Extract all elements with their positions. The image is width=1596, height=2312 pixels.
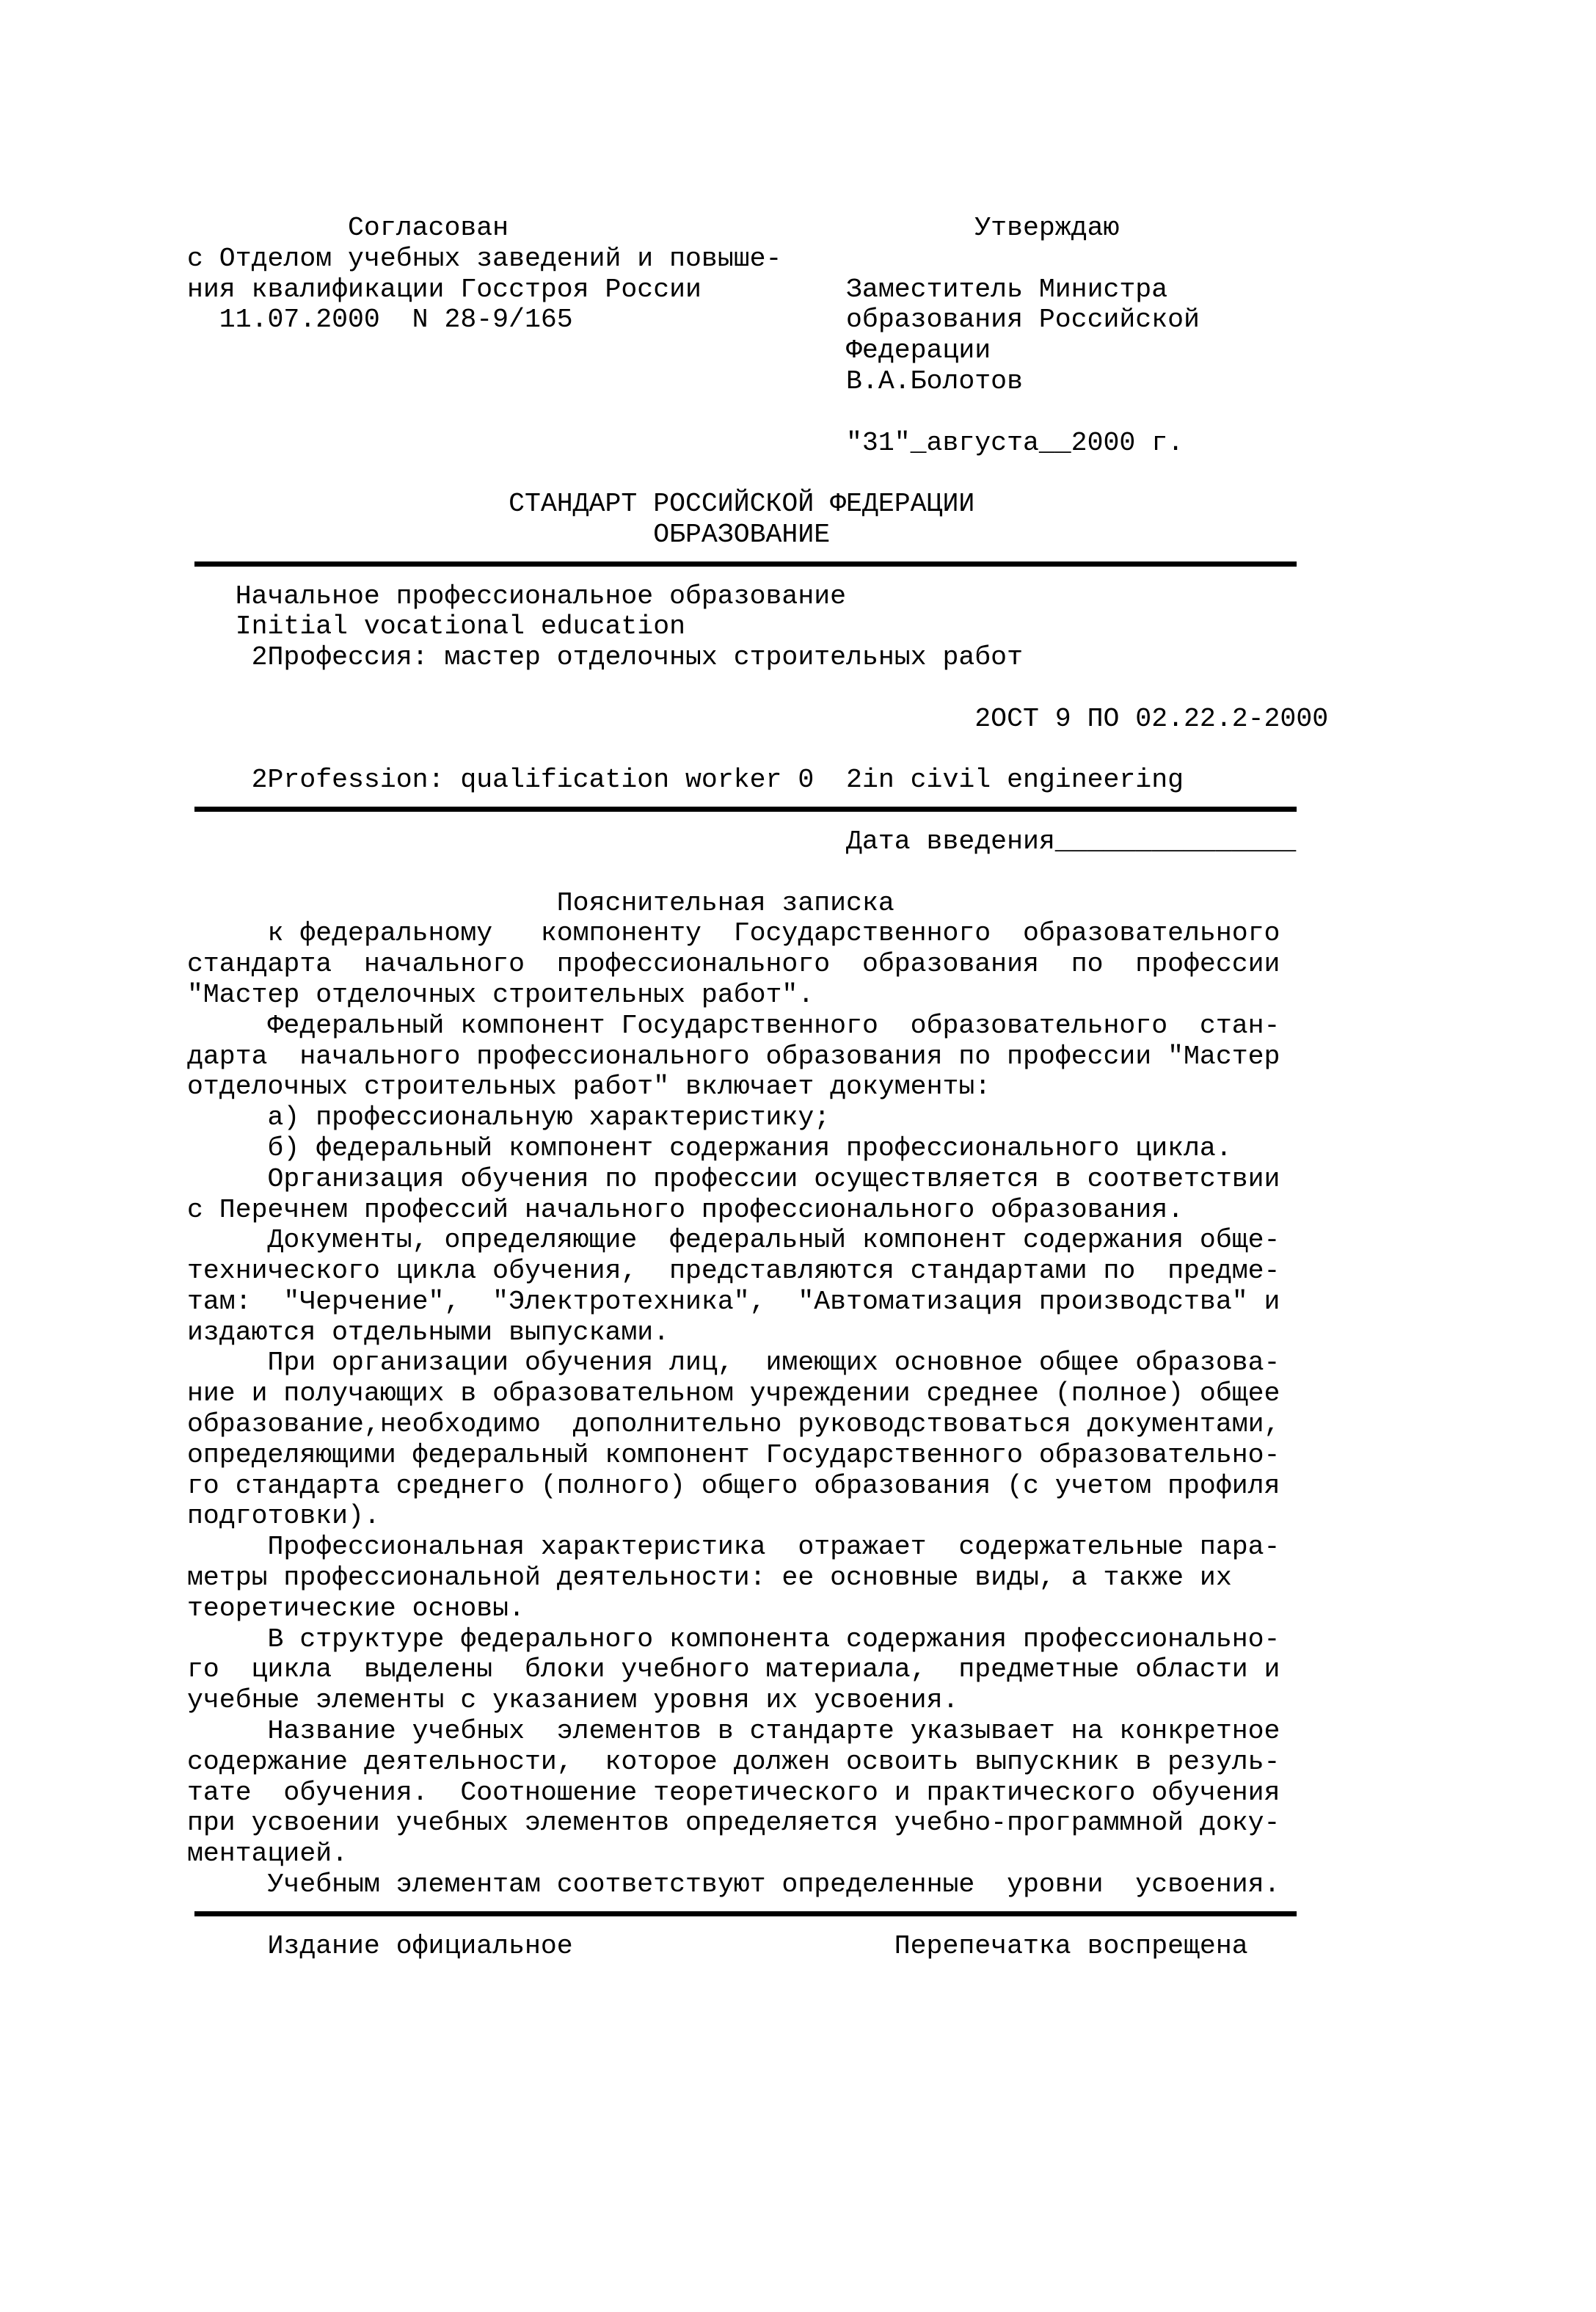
text-segment: Федеральный компонент Государственного образовательного стан- xyxy=(187,1010,1280,1041)
text-segment: В структуре федерального компонента содержания профессионально- xyxy=(187,1624,1280,1654)
doc-line xyxy=(187,1133,1332,1164)
blank-line xyxy=(187,673,1332,704)
doc-line xyxy=(187,1501,1332,1532)
blank-line xyxy=(187,458,1332,489)
text-segment: учебные элементы с указанием уровня их усвоения. xyxy=(187,1685,959,1716)
doc-line xyxy=(187,1563,1332,1593)
doc-line xyxy=(187,1839,1332,1869)
doc-line xyxy=(187,305,1332,335)
horizontal-rule xyxy=(187,796,1332,826)
text-segment: Утверждаю xyxy=(974,213,1120,243)
doc-line xyxy=(187,1747,1332,1778)
doc-line xyxy=(187,275,1332,305)
text-segment: а) профессиональную характеристику; xyxy=(187,1102,831,1133)
text-segment: с Отделом учебных заведений и повыше- xyxy=(187,243,782,274)
text-segment: образование,необходимо дополнительно руководствоваться документами, xyxy=(187,1409,1280,1440)
doc-line xyxy=(187,1440,1332,1471)
text-segment: 2Profession: qualification worker 0 2in civil engineering xyxy=(251,765,1184,796)
text-segment: Дата введения_______________ xyxy=(846,826,1297,857)
text-segment: ОБРАЗОВАНИЕ xyxy=(653,519,831,550)
doc-line xyxy=(187,980,1332,1011)
doc-line xyxy=(187,489,1332,520)
doc-line xyxy=(187,1869,1332,1900)
text-segment: го стандарта среднего (полного) общего образования (с учетом профиля xyxy=(187,1470,1280,1501)
doc-line xyxy=(187,826,1332,857)
text-segment: содержание деятельности, которое должен освоить выпускник в резуль- xyxy=(187,1746,1280,1777)
text-segment: Название учебных элементов в стандарте указывает на конкретное xyxy=(187,1716,1280,1747)
rule-bar xyxy=(194,561,1297,567)
doc-line xyxy=(187,1287,1332,1317)
text-segment: При организации обучения лиц, имеющих основное общее образова- xyxy=(187,1348,1280,1378)
text-segment: Документы, определяющие федеральный компонент содержания обще- xyxy=(187,1225,1280,1256)
text-segment: с Перечнем профессий начального профессионального образования. xyxy=(187,1194,1184,1225)
text-segment: образования Российской xyxy=(846,305,1200,335)
doc-line xyxy=(187,918,1332,949)
text-segment: го цикла выделены блоки учебного материала, предметные области и xyxy=(187,1654,1280,1685)
doc-line xyxy=(187,1931,1332,1962)
text-segment: ния квалификации Госстроя России xyxy=(187,274,702,305)
doc-line xyxy=(187,1471,1332,1502)
doc-line xyxy=(187,244,1332,275)
text-segment: технического цикла обучения, представляются стандартами по предме- xyxy=(187,1256,1280,1287)
text-segment: там: "Черчение", "Электротехника", "Автоматизация производства" и xyxy=(187,1286,1280,1317)
doc-line xyxy=(187,1042,1332,1072)
doc-line xyxy=(187,1072,1332,1102)
doc-line xyxy=(187,611,1332,642)
text-segment: определяющими федеральный компонент Государственного образовательно- xyxy=(187,1439,1280,1470)
text-segment: 11.07.2000 N 28-9/165 xyxy=(219,305,573,335)
doc-line xyxy=(187,1011,1332,1042)
doc-line xyxy=(187,1256,1332,1287)
text-segment: Согласован xyxy=(348,213,509,243)
text-segment: метры профессиональной деятельности: ее основные виды, а также их xyxy=(187,1563,1232,1593)
text-segment: при усвоении учебных элементов определяется учебно-программной доку- xyxy=(187,1808,1280,1839)
text-segment: б) федеральный компонент содержания профессионального цикла. xyxy=(187,1133,1232,1163)
text-segment: Организация обучения по профессии осуществляется в соответствии xyxy=(187,1163,1280,1194)
doc-line xyxy=(187,1409,1332,1440)
doc-line xyxy=(187,366,1332,397)
doc-line xyxy=(187,1195,1332,1226)
blank-line xyxy=(187,397,1332,428)
rule-bar xyxy=(194,1911,1297,1916)
document-text xyxy=(187,213,1332,1961)
doc-line xyxy=(187,949,1332,980)
text-segment: Издание официальное xyxy=(267,1930,573,1961)
text-segment: издаются отдельными выпусками. xyxy=(187,1317,670,1348)
text-segment: ментацией. xyxy=(187,1839,349,1869)
doc-line xyxy=(187,1624,1332,1655)
text-segment: Начальное профессиональное образование xyxy=(235,581,847,611)
text-segment: ние и получающих в образовательном учреждении среднее (полное) общее xyxy=(187,1378,1280,1409)
text-segment: Учебным элементам соответствуют определенные уровни усвоения. xyxy=(187,1869,1280,1900)
doc-line xyxy=(187,1593,1332,1624)
doc-line xyxy=(187,520,1332,550)
text-segment: Федерации xyxy=(846,335,991,366)
doc-line xyxy=(187,1317,1332,1348)
text-segment: тате обучения. Соотношение теоретического и практического обучения xyxy=(187,1777,1280,1808)
text-segment: дарта начального профессионального образования по профессии "Мастер xyxy=(187,1041,1280,1072)
text-segment: 2ОСТ 9 ПО 02.22.2-2000 xyxy=(974,703,1329,734)
text-segment: подготовки). xyxy=(187,1501,380,1532)
horizontal-rule xyxy=(187,550,1332,581)
text-segment: "Мастер отделочных строительных работ". xyxy=(187,979,815,1010)
horizontal-rule xyxy=(187,1900,1332,1931)
text-segment: Перепечатка воспрещена xyxy=(894,1930,1248,1961)
rule-bar xyxy=(194,807,1297,812)
doc-line xyxy=(187,428,1332,459)
text-segment: "31"_августа__2000 г. xyxy=(846,427,1184,458)
text-segment: В.А.Болотов xyxy=(846,366,1023,396)
doc-line xyxy=(187,581,1332,612)
doc-line xyxy=(187,1532,1332,1563)
doc-line xyxy=(187,1348,1332,1378)
doc-line xyxy=(187,1102,1332,1133)
text-segment: СТАНДАРТ РОССИЙСКОЙ ФЕДЕРАЦИИ xyxy=(509,489,975,520)
text-segment: стандарта начального профессионального образования по профессии xyxy=(187,949,1280,980)
text-segment: Initial vocational education xyxy=(235,611,686,642)
doc-line xyxy=(187,1225,1332,1256)
doc-line xyxy=(187,1808,1332,1839)
blank-line xyxy=(187,735,1332,766)
doc-line xyxy=(187,335,1332,366)
doc-line xyxy=(187,1716,1332,1747)
doc-line xyxy=(187,1378,1332,1409)
doc-line xyxy=(187,642,1332,673)
text-segment: Пояснительная записка xyxy=(556,887,894,918)
doc-line xyxy=(187,1164,1332,1195)
text-segment: к федеральному компоненту Государственного образовательного xyxy=(187,918,1280,949)
doc-line xyxy=(187,888,1332,919)
text-segment: 2Профессия: мастер отделочных строительных работ xyxy=(251,642,1023,673)
text-segment: Заместитель Министра xyxy=(846,274,1168,305)
text-segment: Профессиональная характеристика отражает содержательные пара- xyxy=(187,1532,1280,1563)
doc-line xyxy=(187,1778,1332,1808)
text-segment: отделочных строительных работ" включает документы: xyxy=(187,1072,991,1102)
doc-line xyxy=(187,704,1332,735)
text-segment: теоретические основы. xyxy=(187,1593,525,1624)
doc-line xyxy=(187,1654,1332,1685)
doc-line xyxy=(187,765,1332,796)
doc-line xyxy=(187,1685,1332,1716)
doc-line xyxy=(187,213,1332,244)
blank-line xyxy=(187,857,1332,888)
